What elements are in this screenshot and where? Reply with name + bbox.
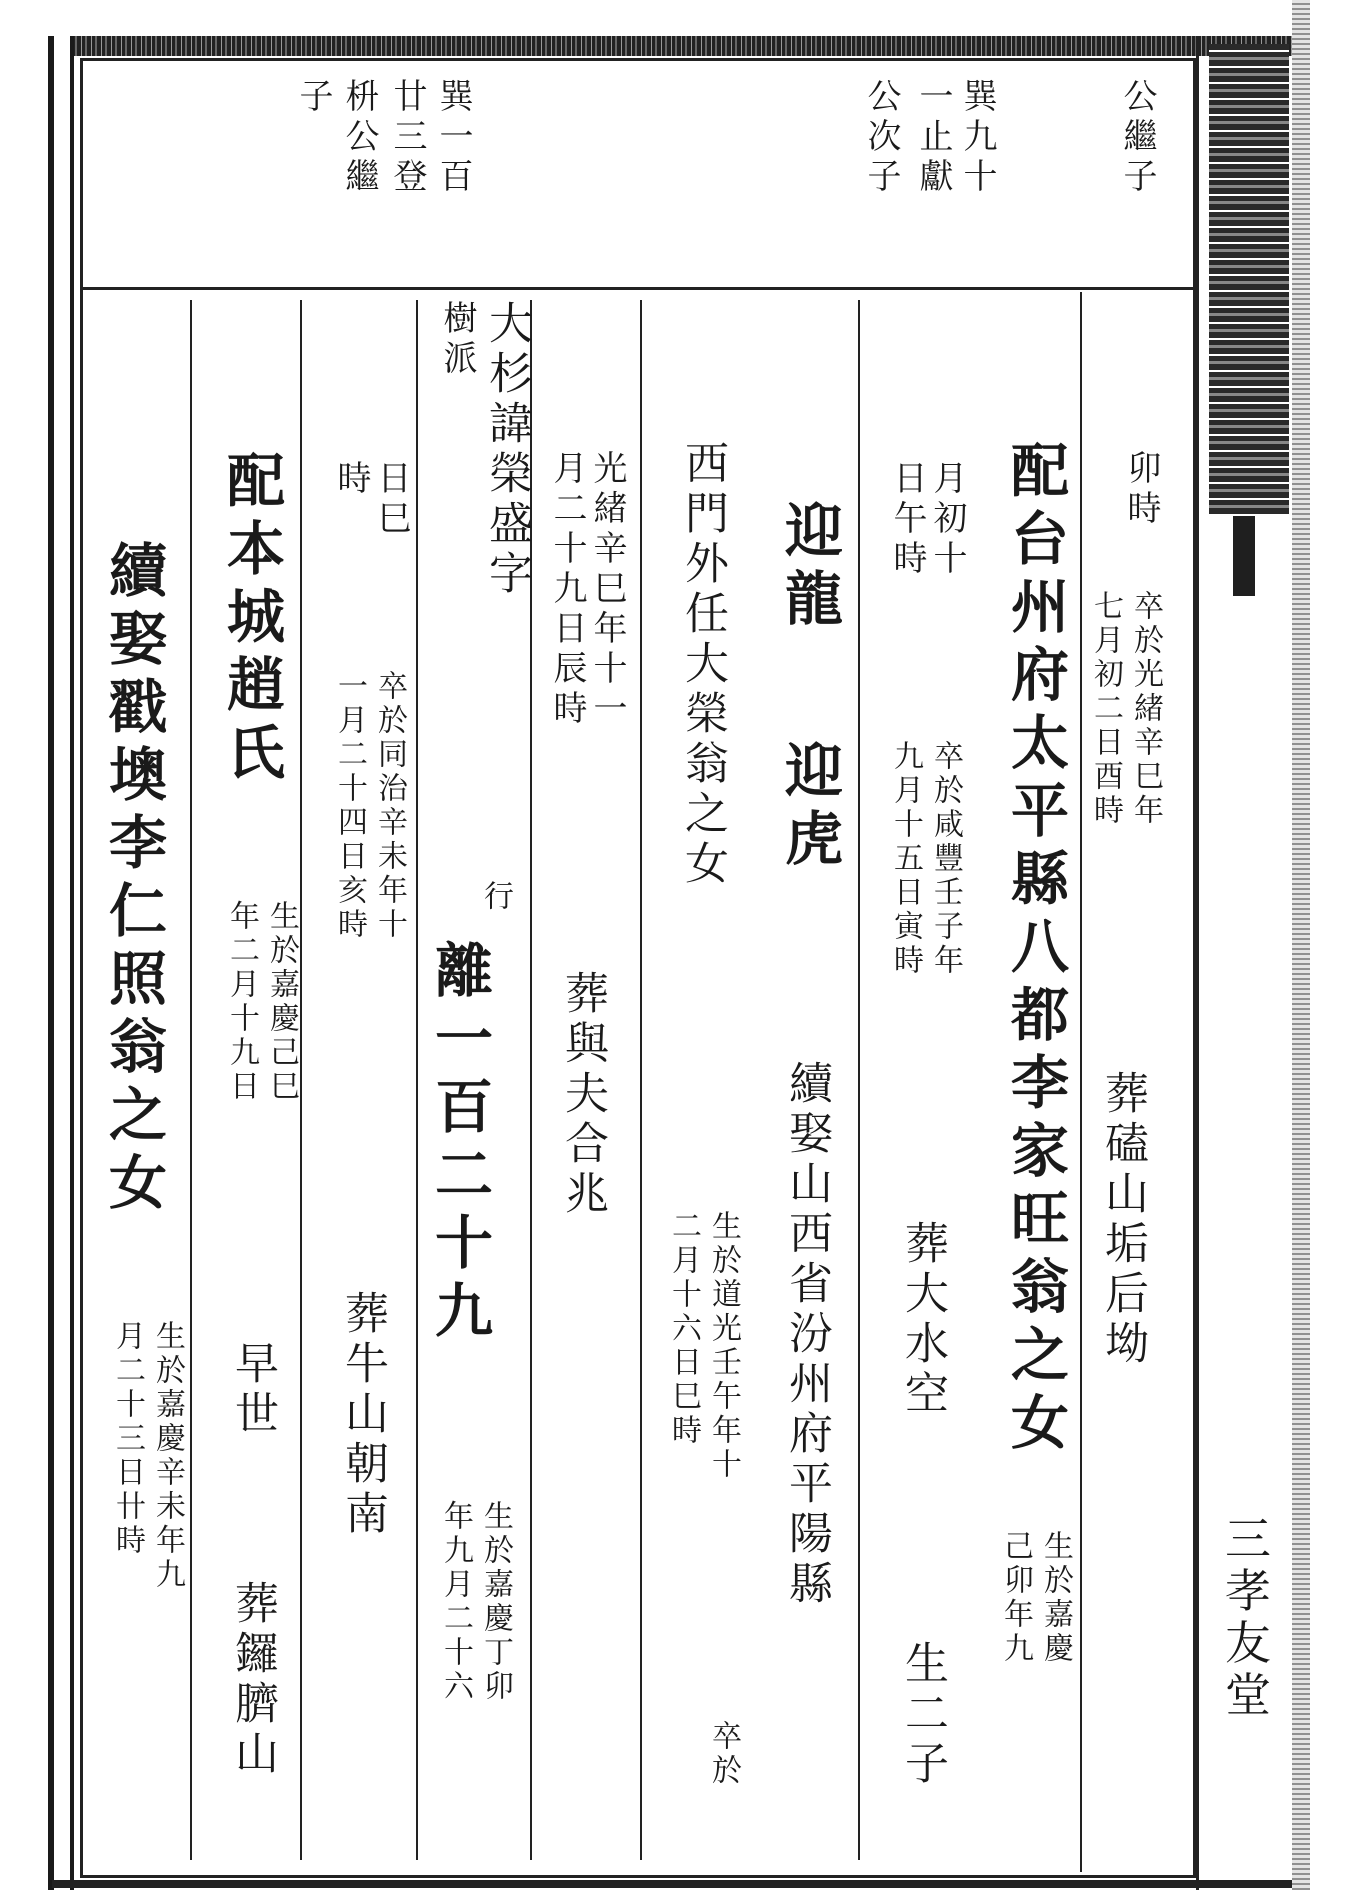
top-border: [52, 36, 1292, 56]
spouse-text: 配台州府太平縣八都李家旺翁之女: [1001, 440, 1069, 1460]
header-register: [80, 58, 1196, 290]
folio-label: [1217, 1512, 1273, 1896]
birth-detail: 年二月十九日: [224, 900, 259, 1104]
birth-detail: 二月十六日巳時: [666, 1210, 701, 1448]
header-col: 公次子: [861, 78, 901, 198]
birth-detail: 己卯年九: [998, 1530, 1033, 1666]
header-col: 子: [293, 78, 333, 118]
folio-char: 孝: [1225, 1564, 1271, 1618]
fold-mark: [1233, 516, 1255, 596]
sons-count: 生二子: [897, 1640, 948, 1790]
second-marriage: 續娶山西省汾州府平陽縣: [781, 1060, 832, 1610]
son-name: 迎龍: [775, 500, 843, 636]
branch-name: 大杉: [481, 300, 532, 400]
death-detail: 卒於咸豐壬子年: [928, 740, 963, 978]
book-title-block: [1209, 44, 1289, 514]
header-col: 廿三登: [387, 78, 427, 198]
page-edge: [1292, 0, 1310, 1890]
death-detail: 九月十五日寅時: [888, 740, 923, 978]
death-detail: 光緒辛巳年十一: [587, 450, 627, 730]
column-rule: [858, 300, 860, 1860]
death-detail: 一月二十四日亥時: [332, 670, 367, 942]
rank-value: 離一百二十九: [425, 940, 493, 1348]
column-rule: [1080, 292, 1082, 1872]
header-col: 公繼子: [1117, 78, 1157, 198]
burial-text: 葬與夫合兆: [557, 970, 608, 1220]
spouse-text: 配本城趙氏: [217, 450, 285, 790]
column-rule: [300, 300, 302, 1860]
margin-strip: [1196, 36, 1292, 1890]
death-note: 時: [331, 460, 371, 500]
folio-char: 三: [1225, 1512, 1271, 1566]
birth-detail: 生於道光壬午年十: [706, 1210, 741, 1482]
death-note: 卯: [1121, 450, 1161, 490]
header-col: 枡公繼: [339, 78, 379, 198]
column-rule: [640, 300, 642, 1860]
birth-detail: 生於嘉慶己巳: [264, 900, 299, 1104]
second-marriage: 續娶戳墺李仁照翁之女: [99, 540, 167, 1220]
column-rule: [190, 300, 192, 1860]
death-note: 月初十: [927, 460, 967, 580]
birth-detail: 生於嘉慶辛未年九: [150, 1320, 185, 1592]
folio-char: 堂: [1225, 1668, 1271, 1722]
burial-text: 葬牛山朝南: [337, 1290, 388, 1540]
rank-label: 行: [478, 880, 513, 914]
header-col: 一止獻: [913, 78, 953, 198]
spouse-origin: 西門外任大榮翁之女: [677, 440, 728, 890]
branch-label: 樹派: [437, 300, 477, 380]
birth-detail: 年九月二十六: [438, 1500, 473, 1704]
birth-detail: 生於嘉慶丁卯: [478, 1500, 513, 1704]
birth-detail: 月二十三日卄時: [110, 1320, 145, 1558]
left-border: [48, 36, 74, 1890]
death-note: 日午時: [887, 460, 927, 580]
death-detail: 月二十九日辰時: [547, 450, 587, 730]
death-detail: 卒於: [706, 1720, 741, 1788]
header-col: 巽九十: [957, 78, 997, 198]
death-note: 時: [1121, 490, 1161, 530]
given-name: 諱榮盛字: [481, 400, 532, 600]
burial-text: 葬大水空: [897, 1220, 948, 1420]
death-detail: 卒於光緒辛巳年: [1128, 590, 1163, 828]
bottom-border: [52, 1880, 1292, 1888]
note-text: 早世: [227, 1340, 278, 1440]
birth-detail: 生於嘉慶: [1038, 1530, 1073, 1666]
burial-text: 葬磕山垢后坳: [1097, 1070, 1148, 1370]
column-rule: [416, 300, 418, 1860]
death-detail: 卒於同治辛未年十: [372, 670, 407, 942]
death-note: 日巳: [371, 460, 411, 540]
folio-char: 友: [1225, 1616, 1271, 1670]
burial-text: 葬鑼臍山: [227, 1580, 278, 1780]
son-name: 迎虎: [775, 740, 843, 876]
header-col: 巽一百: [433, 78, 473, 198]
death-detail: 七月初二日酉時: [1088, 590, 1123, 828]
